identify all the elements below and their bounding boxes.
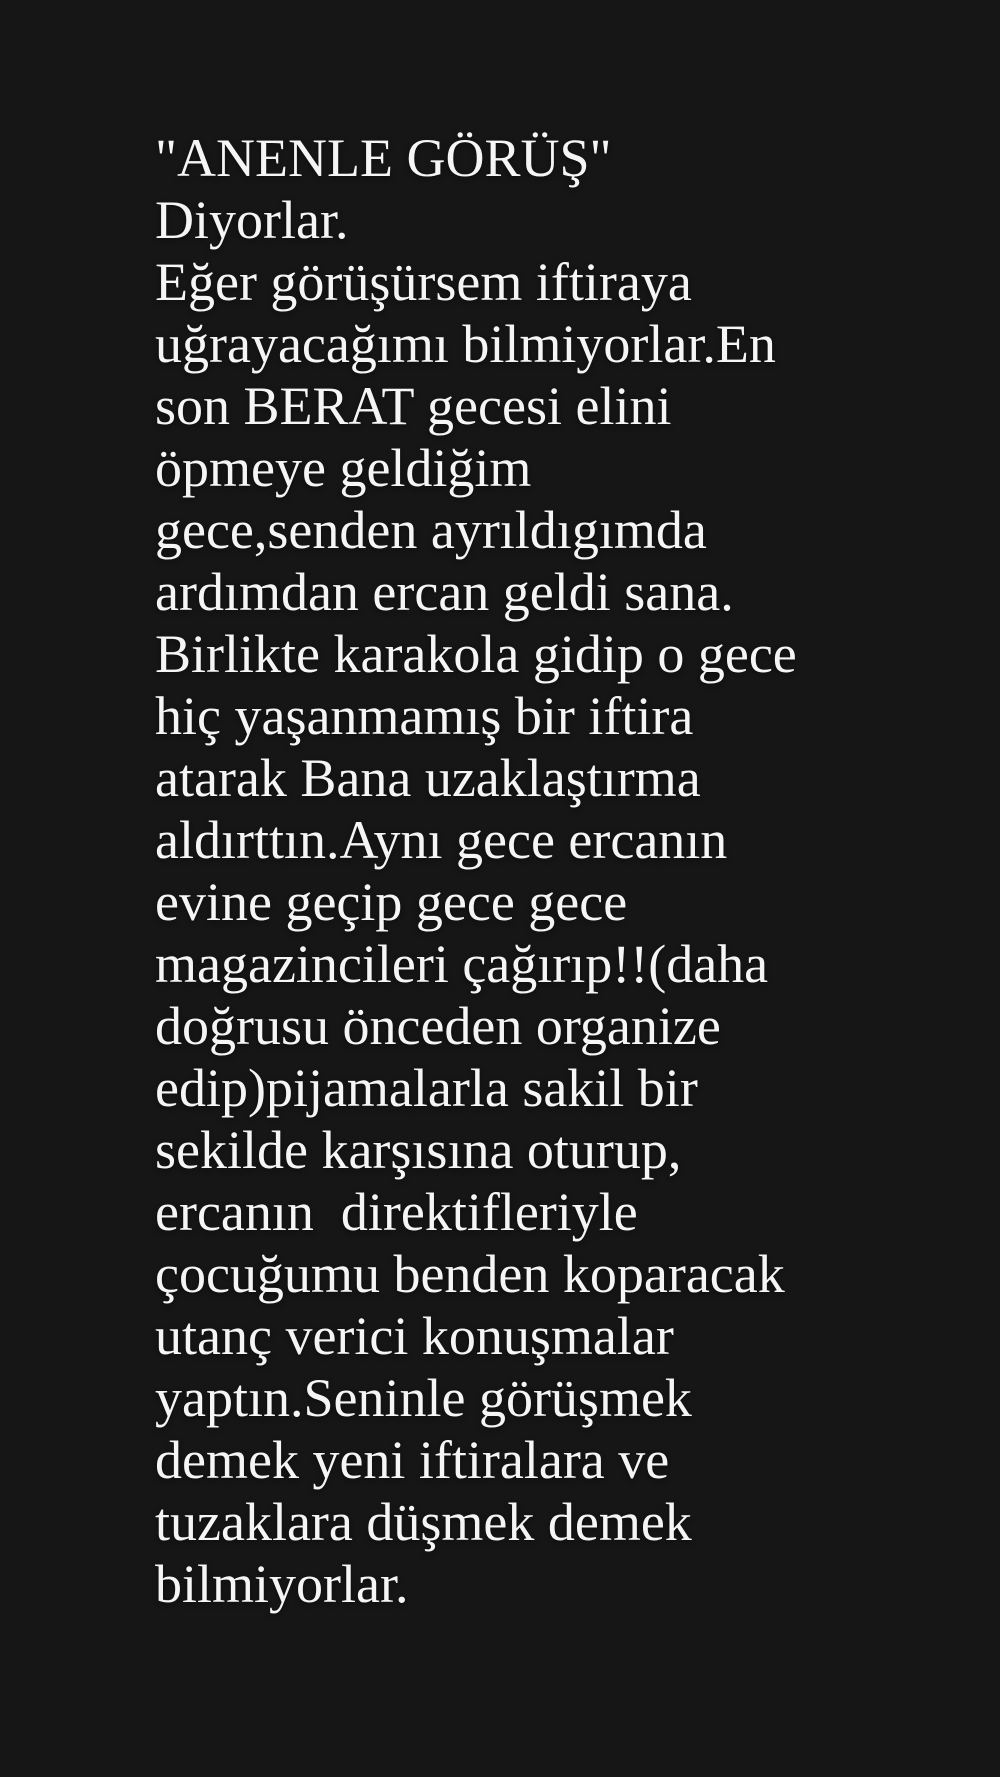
story-text-line: öpmeye geldiğim bbox=[155, 438, 532, 498]
story-text-line: "ANENLE GÖRÜŞ" bbox=[155, 128, 612, 188]
story-text-line: utanç verici konuşmalar bbox=[155, 1306, 674, 1366]
story-text-line: doğrusu önceden organize bbox=[155, 996, 721, 1056]
story-text-line: Diyorlar. bbox=[155, 190, 349, 250]
story-text-line: bilmiyorlar. bbox=[155, 1554, 409, 1614]
story-text-line: gece,senden ayrıldıgımda bbox=[155, 500, 707, 560]
story-text-line: ardımdan ercan geldi sana. bbox=[155, 562, 734, 622]
story-text-line: yaptın.Seninle görüşmek bbox=[155, 1368, 692, 1428]
story-text bbox=[155, 127, 1000, 1615]
story-text-line: Eğer görüşürsem iftiraya bbox=[155, 252, 692, 312]
story-text-line: hiç yaşanmamış bir iftira bbox=[155, 686, 694, 746]
story-text-line: aldırttın.Aynı gece ercanın bbox=[155, 810, 728, 870]
story-text-line: edip)pijamalarla sakil bir bbox=[155, 1058, 698, 1118]
story-text-line: evine geçip gece gece bbox=[155, 872, 628, 932]
story-text-line: Birlikte karakola gidip o gece bbox=[155, 624, 797, 684]
story-text-line: magazincileri çağırıp!!(daha bbox=[155, 934, 769, 994]
story-text-line: son BERAT gecesi elini bbox=[155, 376, 672, 436]
story-text-line: çocuğumu benden koparacak bbox=[155, 1244, 785, 1304]
story-text-line: tuzaklara düşmek demek bbox=[155, 1492, 692, 1552]
story-text-line: sekilde karşısına oturup, bbox=[155, 1120, 682, 1180]
story-text-line: uğrayacağımı bilmiyorlar.En bbox=[155, 314, 776, 374]
story-text-line: atarak Bana uzaklaştırma bbox=[155, 748, 701, 808]
story-text-line: ercanın direktifleriyle bbox=[155, 1182, 638, 1242]
story-text-line: demek yeni iftiralara ve bbox=[155, 1430, 670, 1490]
